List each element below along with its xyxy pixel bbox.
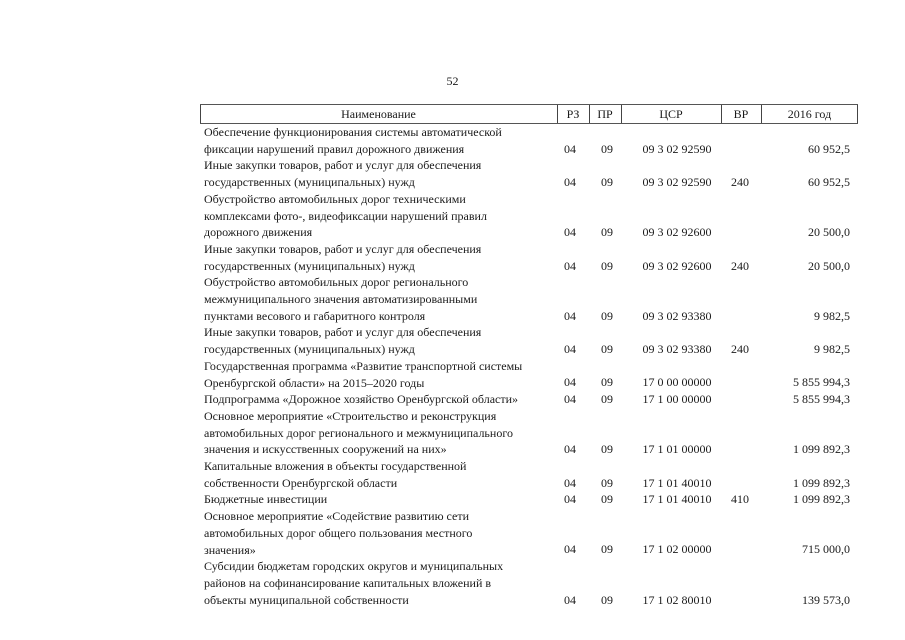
row-sum: 1 099 892,3 (793, 492, 850, 507)
table-row (0, 458, 905, 491)
row-vr: 410 (731, 492, 749, 507)
row-csr: 17 1 01 00000 (642, 442, 712, 457)
row-vr: 240 (731, 175, 749, 190)
row-name-line: Обустройство автомобильных дорог регионального (204, 275, 469, 290)
row-sum: 20 500,0 (808, 258, 850, 273)
row-name-line: Иные закупки товаров, работ и услуг для обеспечения (204, 241, 482, 256)
row-name-line: автомобильных дорог общего пользования местного (204, 525, 473, 540)
table-row (0, 191, 905, 241)
row-name-line: фиксации нарушений правил дорожного движения (204, 141, 465, 156)
row-name-line: государственных (муниципальных) нужд (204, 175, 415, 190)
table-row (0, 274, 905, 324)
row-sum: 5 855 994,3 (793, 375, 850, 390)
row-csr: 09 3 02 92600 (642, 225, 712, 240)
table-header (200, 104, 858, 124)
row-pr: 09 (601, 442, 613, 457)
table-row (0, 408, 905, 458)
row-sum: 715 000,0 (802, 542, 850, 557)
row-csr: 09 3 02 93380 (642, 342, 712, 357)
row-rz: 04 (564, 492, 576, 507)
table-row (0, 124, 905, 157)
row-name (204, 324, 559, 357)
row-name-line: Субсидии бюджетам городских округов и муниципальных (204, 559, 504, 574)
row-vr: 240 (731, 342, 749, 357)
row-name (204, 508, 559, 558)
row-pr: 09 (601, 592, 613, 607)
row-name-line: Обустройство автомобильных дорог техническими (204, 191, 466, 206)
row-rz: 04 (564, 225, 576, 240)
row-rz: 04 (564, 442, 576, 457)
row-name-line: значения» (204, 542, 256, 557)
header-divider (621, 105, 622, 123)
row-sum: 20 500,0 (808, 225, 850, 240)
row-vr: 240 (731, 258, 749, 273)
row-pr: 09 (601, 308, 613, 323)
row-name (204, 191, 559, 241)
row-name (204, 391, 559, 408)
row-csr: 17 1 02 00000 (642, 542, 712, 557)
row-name-line: государственных (муниципальных) нужд (204, 342, 415, 357)
row-rz: 04 (564, 375, 576, 390)
table-row (0, 391, 905, 408)
header-name: Наименование (341, 107, 416, 121)
row-csr: 09 3 02 92590 (642, 141, 712, 156)
row-name-line: Основное мероприятие «Строительство и реконструкция (204, 408, 497, 423)
row-csr: 17 1 01 40010 (642, 492, 712, 507)
row-name (204, 241, 559, 274)
row-name-line: Основное мероприятие «Содействие развитию сети (204, 509, 469, 524)
row-rz: 04 (564, 592, 576, 607)
row-name-line: государственных (муниципальных) нужд (204, 258, 415, 273)
row-rz: 04 (564, 258, 576, 273)
row-rz: 04 (564, 475, 576, 490)
header-rz: РЗ (566, 107, 580, 121)
row-sum: 1 099 892,3 (793, 475, 850, 490)
row-pr: 09 (601, 175, 613, 190)
row-rz: 04 (564, 175, 576, 190)
row-name (204, 558, 559, 608)
row-pr: 09 (601, 475, 613, 490)
row-name (204, 491, 559, 508)
row-sum: 60 952,5 (808, 141, 850, 156)
row-pr: 09 (601, 141, 613, 156)
row-rz: 04 (564, 392, 576, 407)
header-divider (200, 105, 201, 123)
row-pr: 09 (601, 492, 613, 507)
header-csr: ЦСР (659, 107, 683, 121)
row-name-line: объекты муниципальной собственности (204, 592, 409, 607)
row-name (204, 358, 559, 391)
row-csr: 17 1 02 80010 (642, 592, 712, 607)
table-row (0, 508, 905, 558)
row-csr: 17 0 00 00000 (642, 375, 712, 390)
row-pr: 09 (601, 258, 613, 273)
table-row (0, 358, 905, 391)
row-rz: 04 (564, 141, 576, 156)
header-divider (589, 105, 590, 123)
header-divider (761, 105, 762, 123)
row-sum: 9 982,5 (814, 342, 850, 357)
table-row (0, 241, 905, 274)
row-name-line: Капитальные вложения в объекты государственной (204, 459, 467, 473)
row-name-line: собственности Оренбургской области (204, 475, 398, 490)
table-row (0, 558, 905, 608)
row-csr: 09 3 02 92600 (642, 258, 712, 273)
row-name-line: пунктами весового и габаритного контроля (204, 308, 426, 323)
row-name-line: автомобильных дорог регионального и межмуниципального (204, 425, 513, 440)
row-pr: 09 (601, 392, 613, 407)
table-row (0, 491, 905, 508)
row-sum: 9 982,5 (814, 308, 850, 323)
row-pr: 09 (601, 342, 613, 357)
row-rz: 04 (564, 542, 576, 557)
row-name-line: межмуниципального значения автоматизированными (204, 292, 478, 306)
row-csr: 09 3 02 92590 (642, 175, 712, 190)
row-csr: 17 1 01 40010 (642, 475, 712, 490)
row-name-line: районов на софинансирование капитальных вложений в (204, 575, 492, 590)
row-pr: 09 (601, 225, 613, 240)
row-name-line: Иные закупки товаров, работ и услуг для обеспечения (204, 325, 482, 340)
row-name (204, 157, 559, 190)
table-row (0, 324, 905, 357)
row-rz: 04 (564, 308, 576, 323)
header-vr: ВР (733, 107, 749, 121)
row-name (204, 274, 559, 324)
row-name (204, 458, 559, 491)
header-divider (721, 105, 722, 123)
row-name-line: значения и искусственных сооружений на них» (204, 442, 447, 457)
row-name-line: Иные закупки товаров, работ и услуг для обеспечения (204, 158, 482, 173)
row-pr: 09 (601, 375, 613, 390)
header-divider (557, 105, 558, 123)
row-sum: 60 952,5 (808, 175, 850, 190)
row-name-line: Подпрограмма «Дорожное хозяйство Оренбургской области» (204, 392, 519, 407)
row-name-line: Оренбургской области» на 2015–2020 годы (204, 375, 425, 390)
row-pr: 09 (601, 542, 613, 557)
row-name-line: Обеспечение функционирования системы автоматической (204, 125, 502, 139)
row-name-line: дорожного движения (204, 225, 313, 240)
header-divider (857, 105, 858, 123)
row-name-line: комплексами фото-, видеофиксации нарушений правил (204, 208, 487, 223)
row-sum: 5 855 994,3 (793, 392, 850, 407)
row-sum: 139 573,0 (802, 592, 850, 607)
table-row (0, 157, 905, 190)
row-name (204, 408, 559, 458)
page-number: 52 (446, 74, 459, 88)
row-csr: 09 3 02 93380 (642, 308, 712, 323)
row-sum: 1 099 892,3 (793, 442, 850, 457)
row-name (204, 124, 559, 157)
header-pr: ПР (597, 107, 613, 121)
row-rz: 04 (564, 342, 576, 357)
row-name-line: Бюджетные инвестиции (204, 492, 328, 507)
row-name-line: Государственная программа «Развитие транспортной системы (204, 358, 523, 373)
row-csr: 17 1 00 00000 (642, 392, 712, 407)
header-year: 2016 год (787, 107, 832, 121)
